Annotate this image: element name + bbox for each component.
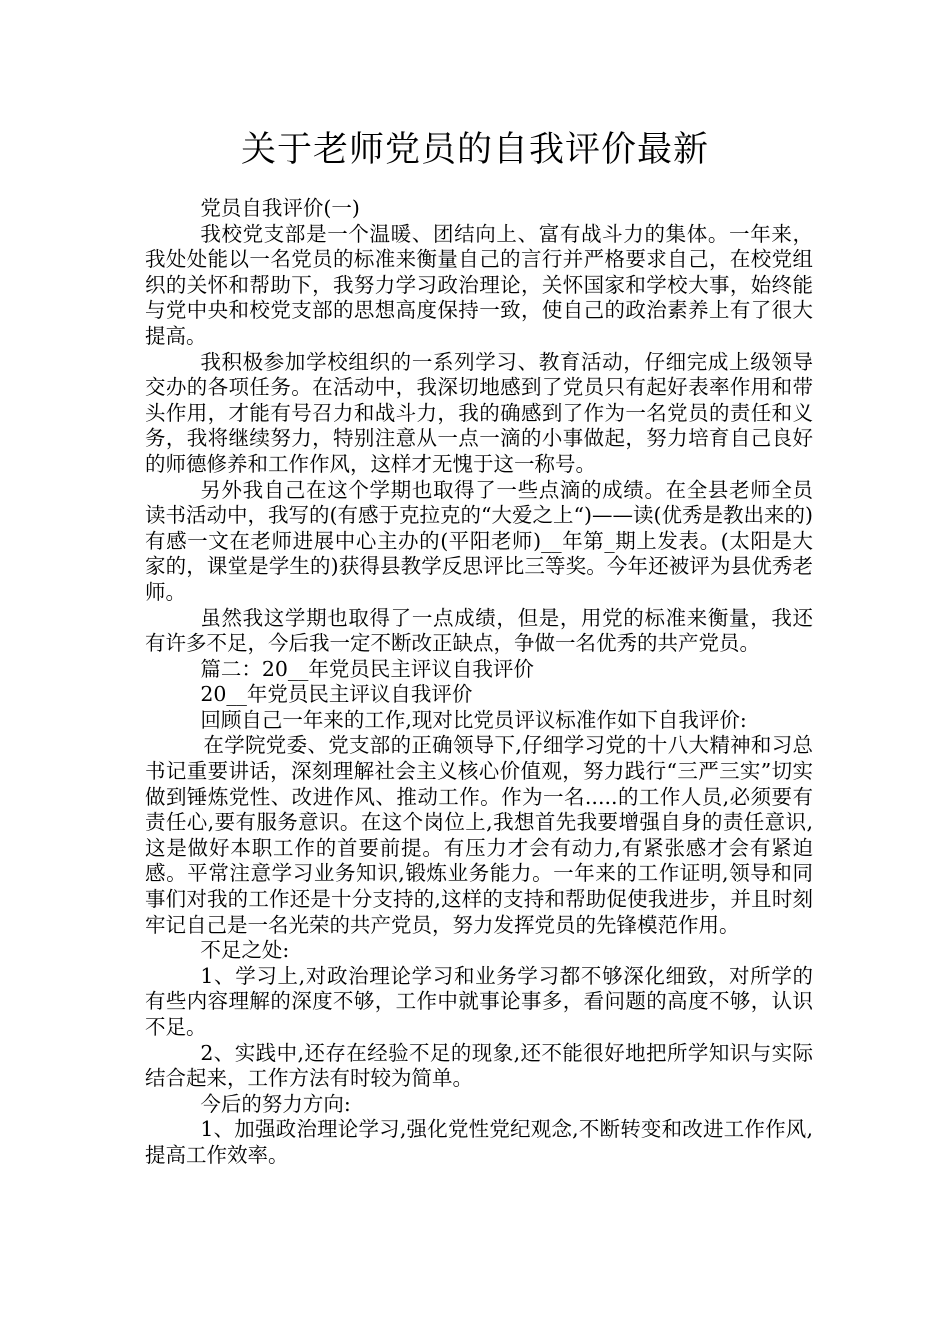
paragraph: 在学院党委、党支部的正确领导下,仔细学习党的十八大精神和习总书记重要讲话，深刻理解社会主义核心价值观，努力践行“三严三实”切实做到锤炼党性、改进作风、推动工作。作为一名.....的工作人员,必须要有责任心,要有服务意识。在这个岗位上,我想首先我要增强自身的责任意识,这是做好本职工作的首要前提。有压力才会有动力,有紧张感才会有紧迫感。平常注意学习业务知识,锻炼业务能力。一年来的工作证明,领导和同事们对我的工作还是十分支持的,这样的支持和帮助促使我进步，并且时刻牢记自己是一名光荣的共产党员，努力发挥党员的先锋模范作用。 <box>145 733 813 937</box>
paragraph-section-heading-1: 党员自我评价(一) <box>200 196 360 220</box>
paragraph: 回顾自己一年来的工作,现对比党员评议标准作如下自我评价: <box>200 707 747 732</box>
paragraph: 我积极参加学校组织的一系列学习、教育活动，仔细完成上级领导交办的各项任务。在活动中，我深切地感到了党员只有起好表率作用和带头作用，才能有号召力和战斗力，我的确感到了作为一名党员的责任和义务，我将继续努力，特别注意从一点一滴的小事做起，努力培育自己良好的师德修养和工作作风，这样才无愧于这一称号。 <box>145 349 813 476</box>
paragraph: 虽然我这学期也取得了一点成绩，但是，用党的标准来衡量，我还有许多不足，今后我一定不断改正缺点，争做一名优秀的共产党员。 <box>145 605 813 656</box>
paragraph-subtitle: 20__年党员民主评议自我评价 <box>200 682 473 707</box>
paragraph-section-heading-2: 篇二：20__年党员民主评议自我评价 <box>200 656 534 681</box>
paragraph-list-item: 1、学习上,对政治理论学习和业务学习都不够深化细致，对所学的有些内容理解的深度不够，工作中就事论事多，看问题的高度不够，认识不足。 <box>145 963 813 1039</box>
paragraph: 另外我自己在这个学期也取得了一些点滴的成绩。在全县老师全员读书活动中，我写的(有感于克拉克的“大爱之上“)——读(优秀是教出来的)有感一文在老师进展中心主办的(平阳老师)__年第_期上发表。(太阳是大家的，课堂是学生的)获得县教学反思评比三等奖。今年还被评为县优秀老师。 <box>145 477 813 604</box>
document-title: 关于老师党员的自我评价最新 <box>240 130 709 170</box>
paragraph: 我校党支部是一个温暖、团结向上、富有战斗力的集体。一年来，我处处能以一名党员的标准来衡量自己的言行并严格要求自己，在校党组织的关怀和帮助下，我努力学习政治理论，关怀国家和学校大事，始终能与党中央和校党支部的思想高度保持一致，使自己的政治素养上有了很大提高。 <box>145 221 813 348</box>
paragraph-heading-direction: 今后的努力方向: <box>200 1091 351 1116</box>
document-body <box>145 196 813 1169</box>
paragraph-list-item: 1、加强政治理论学习,强化党性党纪观念,不断转变和改进工作作风,提高工作效率。 <box>145 1117 813 1167</box>
paragraph-list-item: 2、实践中,还存在经验不足的现象,还不能很好地把所学知识与实际结合起来，工作方法有时较为简单。 <box>145 1040 813 1091</box>
paragraph-heading-shortcomings: 不足之处: <box>200 938 290 963</box>
